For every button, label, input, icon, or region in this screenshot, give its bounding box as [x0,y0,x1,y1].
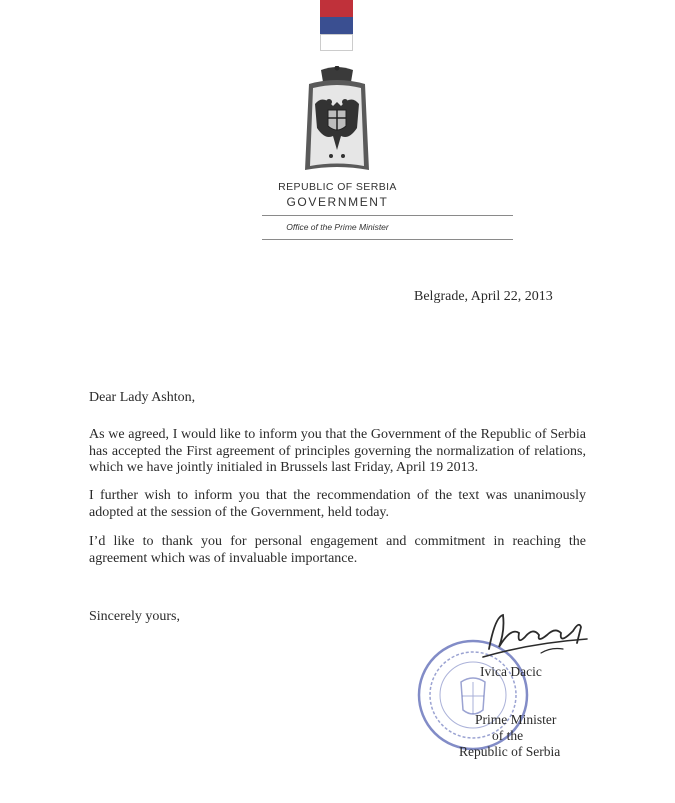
flag-band-white [320,34,353,51]
body-paragraph-1: As we agreed, I would like to inform you that the Government of the Republic of Serbia has accepted the First agreement of principles governing the normalization of relations, which we have jointly initialed in Brussels last Friday, April 19 2013. [89,427,586,475]
signatory-title: Republic of Serbia [459,744,561,759]
handwritten-signature [481,609,591,667]
letterhead-institution: GOVERNMENT [286,195,389,209]
divider [262,215,513,216]
salutation: Dear Lady Ashton, [89,390,196,405]
signatory-title: Prime Minister [475,712,557,727]
letterhead-country: REPUBLIC OF SERBIA [278,181,397,193]
flag-band-red [320,0,353,17]
closing: Sincerely yours, [89,609,180,624]
serbian-flag-icon [320,0,353,52]
body-paragraph-3: I’d like to thank you for personal engagement and commitment in reaching the agreement which was of invaluable importance. [89,534,586,566]
coat-of-arms-icon [299,66,375,176]
letter-date: Belgrade, April 22, 2013 [414,289,553,304]
flag-band-blue [320,17,353,34]
divider [262,239,513,240]
body-paragraph-2: I further wish to inform you that the recommendation of the text was unanimously adopted at the session of the Government, held today. [89,488,586,520]
signatory-title: of the [492,728,524,743]
letterhead-office: Office of the Prime Minister [286,222,389,232]
signatory-name: Ivica Dacic [480,664,542,679]
